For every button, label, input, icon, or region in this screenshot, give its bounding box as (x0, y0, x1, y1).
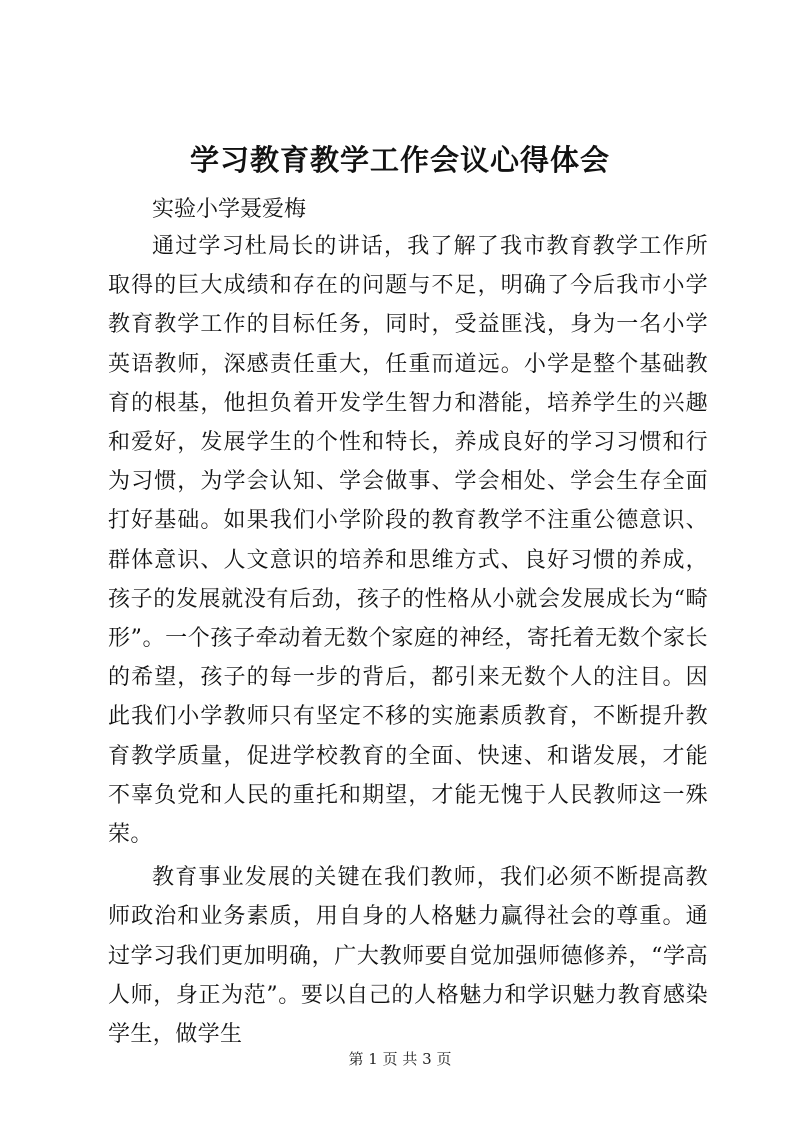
paragraph-2: 教育事业发展的关键在我们教师，我们必须不断提高教师政治和业务素质，用自身的人格魅力赢得社会的尊重。通过学习我们更加明确，广大教师要自觉加强师德修养，“学高人师，身正为范”。要以自己的人格魅力和学识魅力教育感染学生，做学生 (108, 865, 708, 1048)
document-title: 学习教育教学工作会议心得体会 (189, 143, 610, 177)
page-number: 第 1 页 共 3 页 (348, 1050, 452, 1068)
paragraph-1: 通过学习杜局长的讲话，我了解了我市教育教学工作所取得的巨大成绩和存在的问题与不足，明确了今后我市小学教育教学工作的目标任务，同时，受益匪浅，身为一名小学英语教师，深感责任重大，任重而道远。小学是整个基础教育的根基，他担负着开发学生智力和潜能，培养学生的兴趣和爱好，发展学生的个性和特长，养成良好的学习习惯和行为习惯，为学会认知、学会做事、学会相处、学会生存全面打好基础。如果我们小学阶段的教育教学不注重公德意识、群体意识、人文意识的培养和思维方式、良好习惯的养成，孩子的发展就没有后劲，孩子的性格从小就会发展成长为“畸形”。一个孩子牵动着无数个家庭的神经，寄托着无数个家长的希望，孩子的每一步的背后，都引来无数个人的注目。因此我们小学教师只有坚定不移的实施素质教育，不断提升教育教学质量，促进学校教育的全面、快速、和谐发展，才能不辜负党和人民的重托和期望，才能无愧于人民教师这一殊荣。 (108, 234, 708, 848)
document-body (108, 227, 708, 1054)
author-line: 实验小学聂爱梅 (152, 197, 307, 222)
